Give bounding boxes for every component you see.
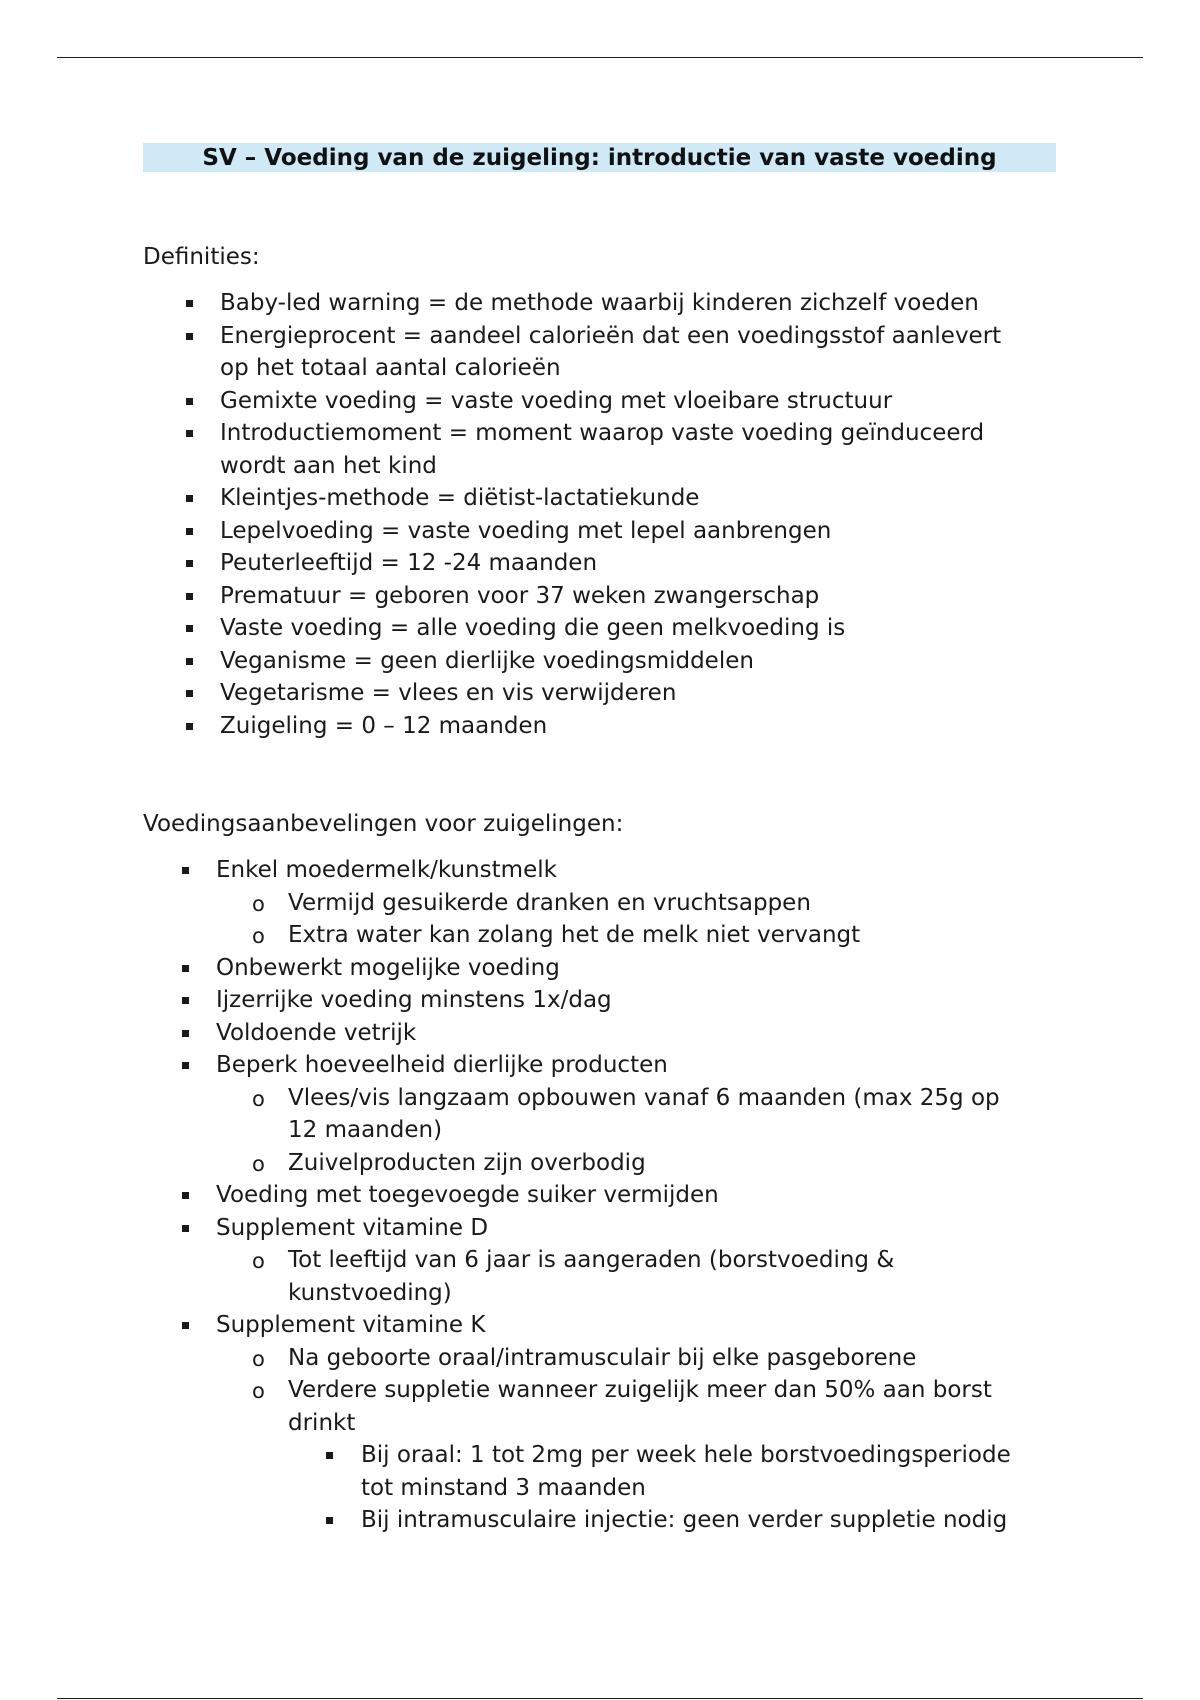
list-item: Supplement vitamine K o Na geboorte oraal/intramusculair bij elke pasgeborene o Verdere suppletie wanneer zuigelijk meer dan 50% aan borst drinkt Bij oraal: 1 tot 2mg per week hele borstvoedingsperiode tot minstand 3 maanden Bij intramusculaire injectie: geen verder suppletie nodig [216,1309,1116,1537]
sub-list-item: o Verdere suppletie wanneer zuigelijk meer dan 50% aan borst drinkt Bij oraal: 1 tot 2mg per week hele borstvoedingsperiode tot minstand 3 maanden Bij intramusculaire injectie: geen verder suppletie nodig [288,1374,1116,1537]
square-bullet-icon [326,1517,333,1524]
list-item: Veganisme = geen dierlijke voedingsmiddelen [220,645,1120,678]
list-item: Voldoende vetrijk [216,1017,1116,1050]
list-item: Vegetarisme = vlees en vis verwijderen [220,677,1120,710]
circle-bullet-icon: o [252,1346,265,1371]
list-item: Beperk hoeveelheid dierlijke producten o Vlees/vis langzaam opbouwen vanaf 6 maanden (max 25g op 12 maanden) o Zuivelproducten zijn overbodig [216,1049,1116,1179]
square-bullet-icon [182,997,189,1004]
recommendations-heading: Voedingsaanbevelingen voor zuigelingen: [143,811,624,837]
square-bullet-icon [186,300,193,307]
list-item: Lepelvoeding = vaste voeding met lepel aanbrengen [220,515,1120,548]
circle-bullet-icon: o [252,1379,265,1403]
sub-list-item: o Tot leeftijd van 6 jaar is aangeraden (borstvoeding & kunstvoeding) [252,1247,895,1306]
list-item: Peuterleeftijd = 12 -24 maanden [220,547,1120,580]
list-item: Kleintjes-methode = diëtist-lactatiekunde [220,482,1120,515]
sub-list-item: o Zuivelproducten zijn overbodig [288,1147,1116,1180]
list-item: Ijzerrijke voeding minstens 1x/dag [216,984,1116,1017]
square-bullet-icon [182,1192,189,1199]
sub-list [216,1082,1116,1180]
list-item: Baby-led warning = de methode waarbij kinderen zichzelf voeden [220,287,1120,320]
sub-sub-list [288,1439,1116,1537]
square-bullet-icon [186,430,193,437]
sub-sub-list-item: Bij intramusculaire injectie: geen verder suppletie nodig [361,1504,1116,1537]
sub-list [216,1244,1116,1309]
list-item: Gemixte voeding = vaste voeding met vloeibare structuur [220,385,1120,418]
footer-rule [57,1698,1143,1699]
square-bullet-icon [186,723,193,730]
square-bullet-icon [186,333,193,340]
circle-bullet-icon: o [252,1151,265,1176]
list-item: Onbewerkt mogelijke voeding [216,952,1116,985]
square-bullet-icon [182,1030,189,1037]
list-item: Supplement vitamine D o Tot leeftijd van 6 jaar is aangeraden (borstvoeding & kunstvoeding) [216,1212,1116,1310]
square-bullet-icon [186,495,193,502]
sub-sub-list-item: Bij oraal: 1 tot 2mg per week hele borstvoedingsperiode tot minstand 3 maanden [361,1439,1116,1504]
header-rule [57,57,1143,58]
circle-bullet-icon: o [252,924,265,948]
sub-list-item: o Vermijd gesuikerde dranken en vruchtsappen [288,887,1116,920]
sub-list-item: o Extra water kan zolang het de melk niet vervangt [288,919,1116,952]
document-title-bar [143,143,1056,172]
sub-list [216,1342,1116,1537]
square-bullet-icon [186,398,193,405]
circle-bullet-icon: o [252,1249,265,1273]
square-bullet-icon [182,867,189,874]
list-item: Introductiemoment = moment waarop vaste voeding geïnduceerd wordt aan het kind [220,417,1120,482]
recommendations-list [216,854,1116,1537]
list-item: Vaste voeding = alle voeding die geen melkvoeding is [220,612,1120,645]
circle-bullet-icon: o [252,891,265,916]
square-bullet-icon [326,1452,333,1459]
sub-list-item: o Vlees/vis langzaam opbouwen vanaf 6 maanden (max 25g op 12 maanden) [252,1084,1000,1143]
list-item: Zuigeling = 0 – 12 maanden [220,710,1120,743]
document-title: SV – Voeding van de zuigeling: introductie van vaste voeding [202,144,997,171]
list-item: Prematuur = geboren voor 37 weken zwangerschap [220,580,1120,613]
circle-bullet-icon: o [252,1086,265,1111]
definitions-list [220,287,1120,742]
square-bullet-icon [182,1062,189,1069]
square-bullet-icon [186,560,193,567]
list-item: Energieprocent = aandeel calorieën dat een voedingsstof aanlevert op het totaal aantal calorieën [220,320,1120,385]
list-item: Enkel moedermelk/kunstmelk o Vermijd gesuikerde dranken en vruchtsappen o Extra water kan zolang het de melk niet vervangt [216,854,1116,952]
sub-list [216,887,1116,952]
square-bullet-icon [186,528,193,535]
square-bullet-icon [186,593,193,600]
square-bullet-icon [186,625,193,632]
square-bullet-icon [182,1322,189,1329]
definitions-heading: Definities: [143,244,260,270]
square-bullet-icon [186,658,193,665]
square-bullet-icon [186,690,193,697]
square-bullet-icon [182,1225,189,1232]
square-bullet-icon [182,965,189,972]
sub-list-item: o Na geboorte oraal/intramusculair bij elke pasgeborene [288,1342,1116,1375]
list-item: Voeding met toegevoegde suiker vermijden [216,1179,1116,1212]
